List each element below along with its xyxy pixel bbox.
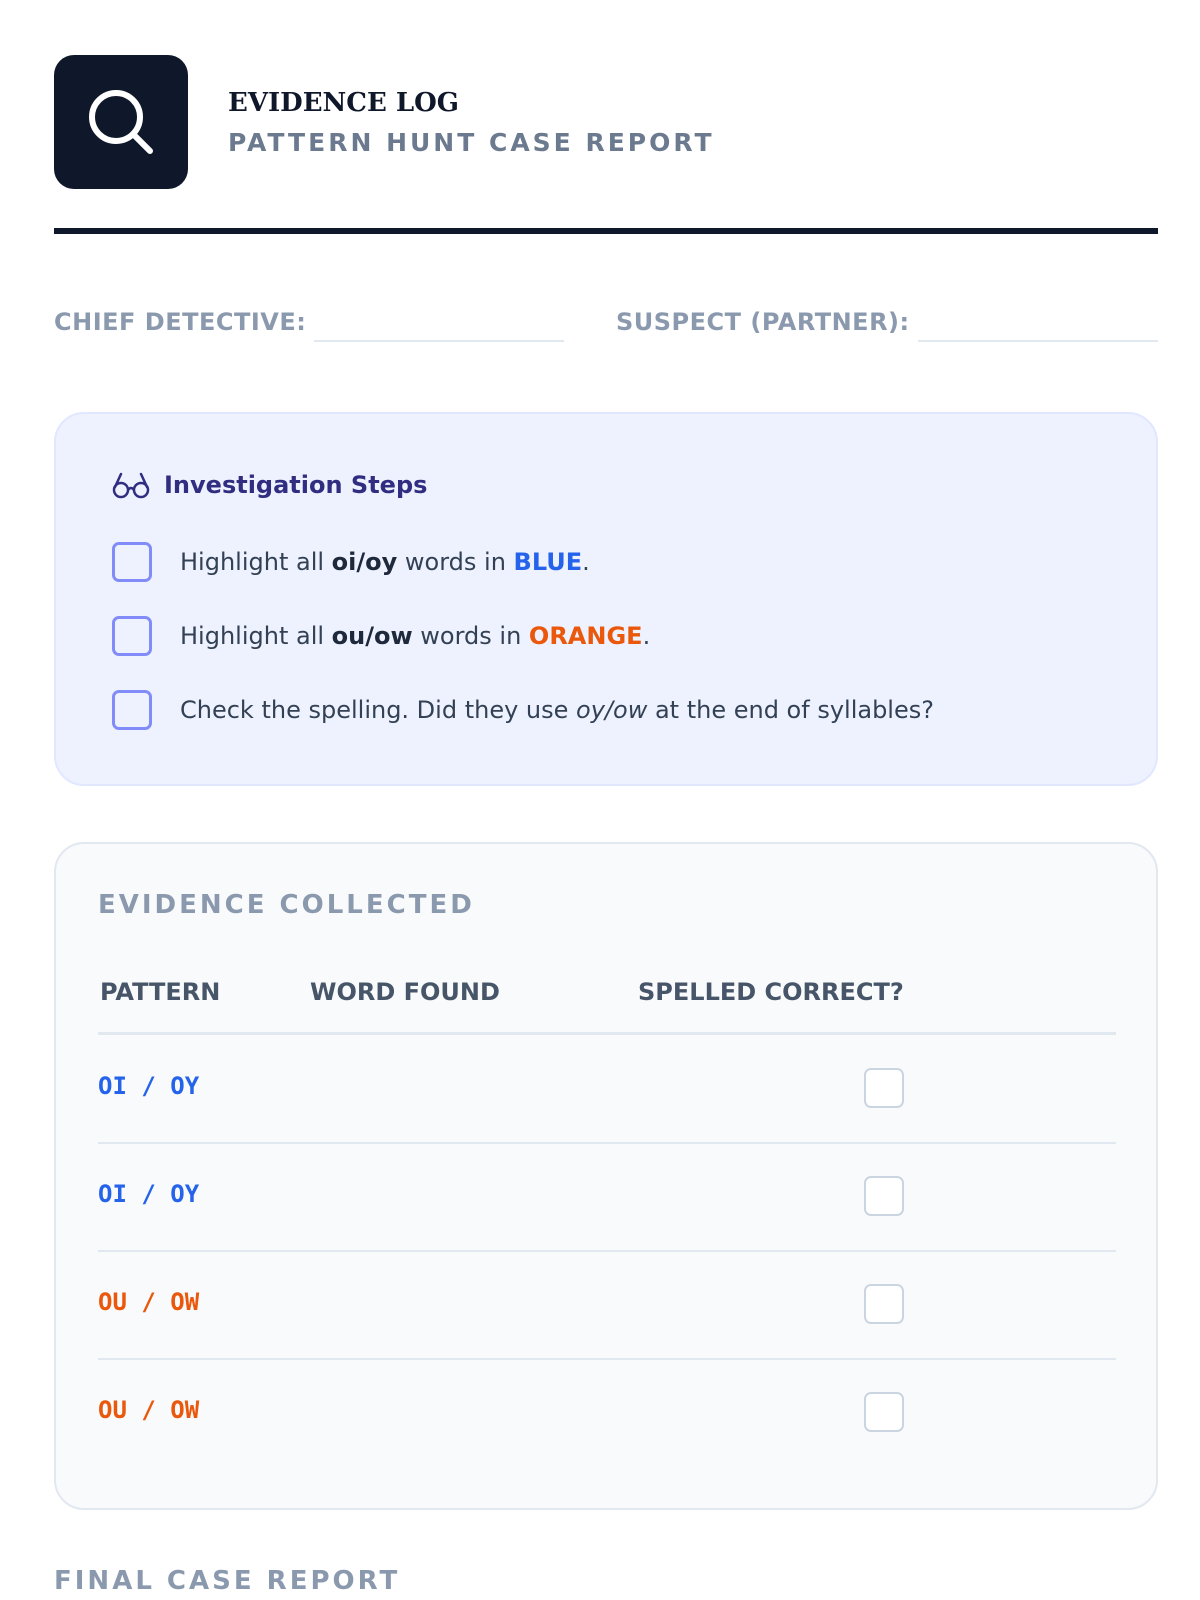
steps-title: Investigation Steps (164, 471, 428, 499)
page-title: EVIDENCE LOG (228, 87, 459, 118)
pattern-cell: OI / OY (98, 1072, 200, 1100)
step-color-word: ORANGE (528, 622, 643, 650)
table-row (98, 1360, 1116, 1468)
step-checkbox[interactable] (112, 542, 152, 582)
evidence-card (54, 842, 1158, 1510)
step-text-part: Highlight all (180, 548, 332, 576)
step-pattern: oy/ow (576, 696, 648, 724)
step-pattern: oi/oy (331, 548, 398, 576)
step-text-part: . (582, 548, 590, 576)
detective-label: CHIEF DETECTIVE: (54, 308, 307, 336)
step-checkbox[interactable] (112, 616, 152, 656)
table-row (98, 1036, 1116, 1144)
column-header-pattern: PATTERN (100, 978, 221, 1006)
table-header-divider (98, 1032, 1116, 1035)
table-row (98, 1144, 1116, 1252)
suspect-name-field[interactable] (918, 340, 1158, 342)
step-text (180, 696, 934, 724)
step-text-part: . (642, 622, 651, 650)
step-text-part: at the end of syllables? (647, 696, 934, 724)
step-text (180, 622, 650, 650)
step-text (180, 548, 590, 576)
investigation-steps-card (54, 412, 1158, 786)
step-item (112, 616, 650, 656)
table-row (98, 1252, 1116, 1360)
step-text-part: words in (397, 548, 514, 576)
step-item (112, 542, 590, 582)
step-text-part: words in (412, 622, 529, 650)
pattern-cell: OU / OW (98, 1396, 200, 1424)
pattern-cell: OI / OY (98, 1180, 200, 1208)
spelled-correct-checkbox[interactable] (864, 1284, 904, 1324)
title-block (228, 88, 715, 157)
spelled-correct-checkbox[interactable] (864, 1176, 904, 1216)
evidence-title: EVIDENCE COLLECTED (98, 890, 475, 920)
step-text-part: Check the spelling. Did they use (180, 696, 577, 724)
step-pattern: ou/ow (331, 622, 413, 650)
steps-header (112, 470, 427, 500)
final-report-heading: FINAL CASE REPORT (54, 1566, 401, 1596)
glasses-icon (112, 470, 150, 500)
pattern-cell: OU / OW (98, 1288, 200, 1316)
logo (54, 55, 188, 189)
column-header-word-found: WORD FOUND (310, 978, 500, 1006)
page-subtitle: PATTERN HUNT CASE REPORT (228, 127, 715, 157)
header-divider (54, 228, 1158, 234)
column-header-spelled-correct: SPELLED CORRECT? (638, 978, 904, 1006)
suspect-label: SUSPECT (PARTNER): (616, 308, 910, 336)
step-checkbox[interactable] (112, 690, 152, 730)
names-row (54, 300, 1158, 344)
step-item (112, 690, 934, 730)
spelled-correct-checkbox[interactable] (864, 1068, 904, 1108)
step-text-part: Highlight all (180, 622, 332, 650)
header (54, 0, 1146, 190)
magnifying-glass-icon (86, 87, 156, 157)
step-color-word: BLUE (513, 548, 583, 576)
detective-name-field[interactable] (314, 340, 564, 342)
spelled-correct-checkbox[interactable] (864, 1392, 904, 1432)
